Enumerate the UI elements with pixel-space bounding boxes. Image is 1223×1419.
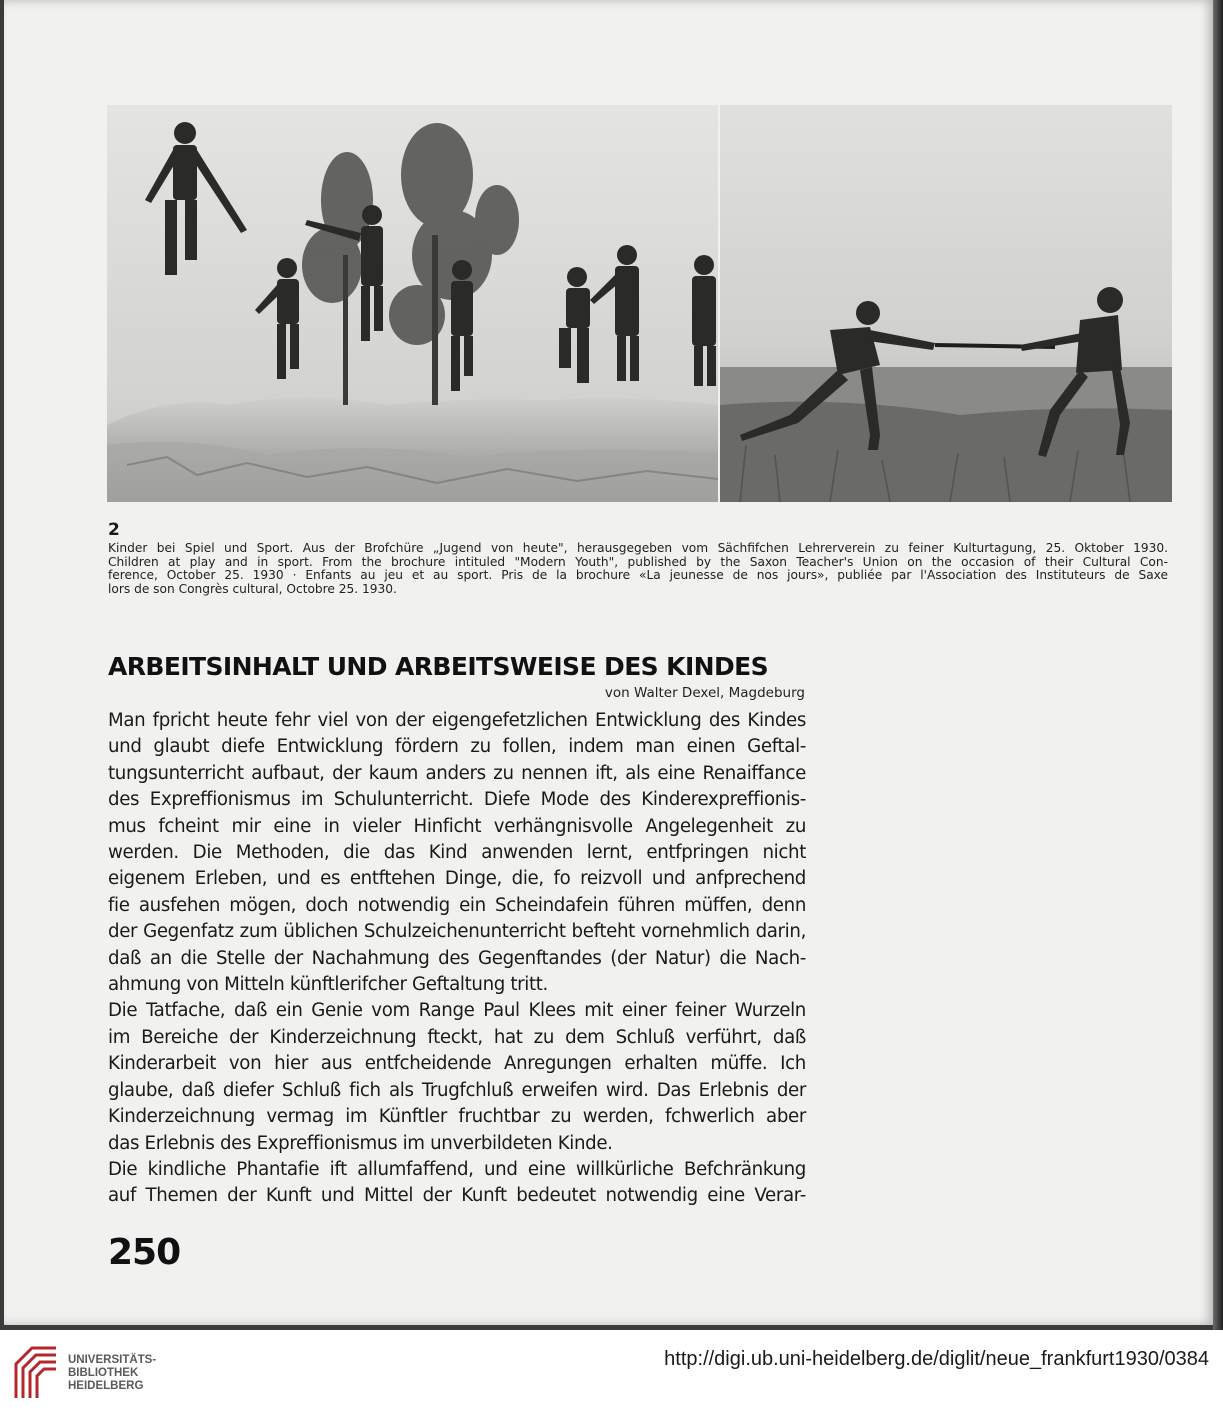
body-line: und glaubt diefe Entwicklung fördern zu follen, indem man einen Geftal- xyxy=(108,736,806,758)
body-line: der Gegenfatz zum üblichen Schulzeichenunterricht befteht vornehmlich darin, xyxy=(108,921,806,943)
body-line: Die kindliche Phantafie ift allumfaffend, und eine willkürliche Befchränkung xyxy=(108,1158,806,1180)
photo-tug-of-war xyxy=(720,105,1172,502)
body-line: Man fpricht heute fehr viel von der eigengefetzlichen Entwicklung des Kindes xyxy=(108,710,806,731)
body-line: Kinderzeichnung vermag im Künftler fruchtbar zu werden, fchwerlich aber xyxy=(108,1106,806,1128)
body-line: im Bereiche der Kinderzeichnung fteckt, hat zu dem Schluß verführt, daß xyxy=(108,1026,806,1048)
page-edge xyxy=(1213,0,1223,1330)
caption-line: lors de son Congrès cultural, Octobre 25. 1930. xyxy=(108,581,397,596)
university-library-logo[interactable] xyxy=(12,1344,60,1400)
body-line: daß an die Stelle der Nachahmung des Gegenftandes (der Natur) die Nach- xyxy=(108,947,806,969)
body-line: Die Tatfache, daß ein Genie vom Range Paul Klees mit einer feiner Wurzeln xyxy=(108,1000,806,1022)
university-library-name xyxy=(68,1354,156,1393)
source-url-link[interactable]: http://digi.ub.uni-heidelberg.de/diglit/neue_frankfurt1930/0384 xyxy=(664,1348,1209,1370)
body-line: tungsunterricht aufbaut, der kaum anders zu nennen ift, als eine Renaiffance xyxy=(108,762,806,784)
page-number: 250 xyxy=(108,1232,181,1273)
body-line: das Erlebnis des Expreffionismus im unverbildeten Kinde. xyxy=(108,1132,613,1154)
caption-line: ference, October 25. 1930 · Enfants au jeu et au sport. Pris de la brochure «La jeunesse de nos jours», publiée par l'Association des Instituteurs de Saxe xyxy=(108,568,1168,583)
body-line: Kinderarbeit von hier aus entfcheidende Anregungen erhalten müffe. Ich xyxy=(108,1053,806,1075)
photo-children-jumping xyxy=(107,105,718,502)
body-line: mus fcheint mir eine in vieler Hinficht verhängnisvolle Angelegenheit zu xyxy=(108,815,806,837)
article-body xyxy=(108,708,806,1210)
body-line: fie ausfehen mögen, doch notwendig ein Scheindafein führen müffen, denn xyxy=(108,894,806,916)
article-author: von Walter Dexel, Magdeburg xyxy=(604,685,805,701)
footer-bar xyxy=(0,1330,1223,1419)
library-name-line: HEIDELBERG xyxy=(68,1380,144,1392)
article-headline: ARBEITSINHALT UND ARBEITSWEISE DES KINDES xyxy=(108,652,769,681)
body-line: des Expreffionismus im Schulunterricht. Diefe Mode des Kinderexpreffionis- xyxy=(108,789,806,811)
caption-line: Children at play and in sport. From the brochure intituled "Modern Youth", published by the Saxon Teacher's Union on the occasion of their Cultural Con- xyxy=(108,554,1168,569)
body-line: werden. Die Methoden, die das Kind anwenden lernt, entfpringen nicht xyxy=(108,842,806,864)
caption-line: Kinder bei Spiel und Sport. Aus der Brofchüre „Jugend von heute", herausgegeben vom Sächfifchen Lehrerverein zu feiner Kulturtagung, 25. Oktober 1930. xyxy=(108,541,1168,555)
body-line: auf Themen der Kunft und Mittel der Kunft bedeutet notwendig eine Verar- xyxy=(108,1185,806,1207)
figure-caption xyxy=(108,542,1168,596)
body-line: glaube, daß diefer Schluß fich als Trugfchluß erweifen wird. Das Erlebnis der xyxy=(108,1079,806,1101)
body-line: eigenem Erleben, und es entftehen Dinge, die, fo reizvoll und anfprechend xyxy=(108,868,806,890)
library-name-line: BIBLIOTHEK xyxy=(68,1367,139,1379)
library-name-line: UNIVERSITÄTS- xyxy=(68,1354,157,1366)
body-line: ahmung von Mitteln künftlerifcher Geftaltung tritt. xyxy=(108,974,548,996)
figure-number: 2 xyxy=(108,520,120,540)
